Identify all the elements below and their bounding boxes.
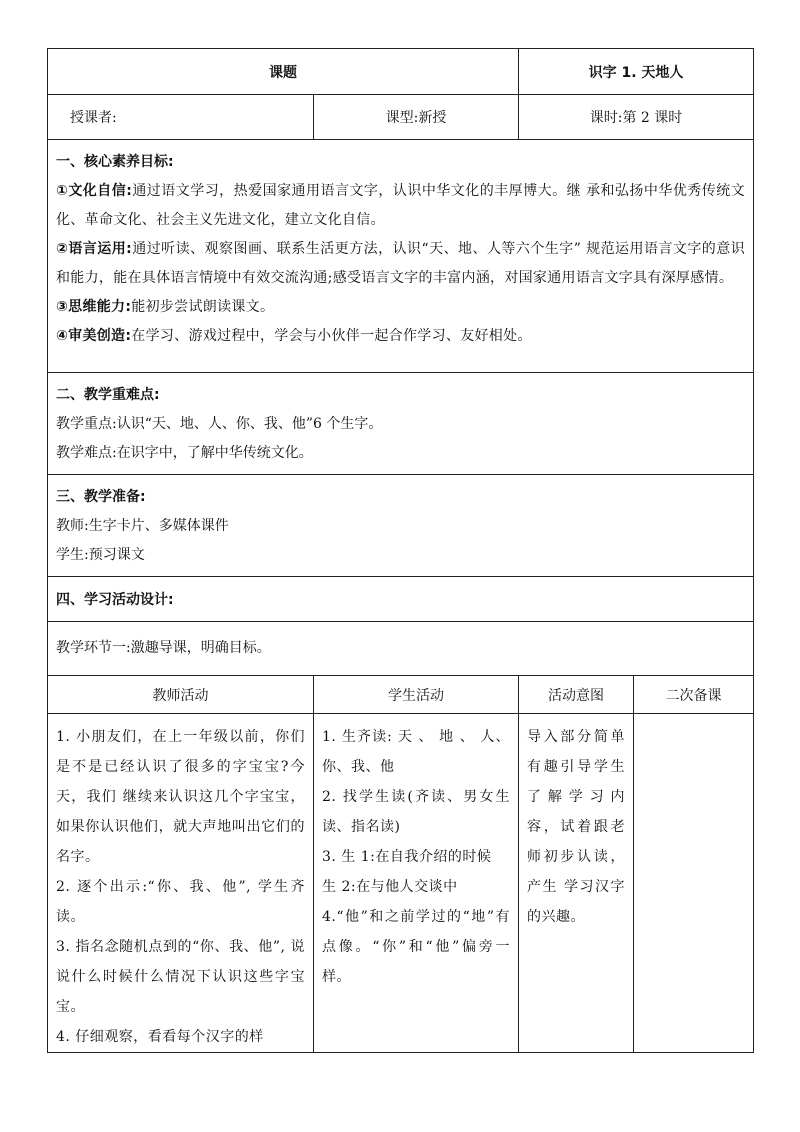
topic-value: 识字 1. 天地人: [519, 49, 754, 95]
col-activity-intent: 活动意图: [519, 676, 634, 714]
col-second-prep: 二次备课: [634, 676, 754, 714]
second-prep-cell: [634, 714, 754, 1053]
teacher-activity-item: 1. 小朋友们，在上一年级以前，你们是不是已经认识了很多的字宝宝?今天，我们 继续来认识这几个字宝宝，如果你认识他们，就大声地叫出它们的名字。: [56, 729, 305, 865]
preparation-section: [48, 475, 754, 577]
lesson-type-cell: 课型:新授: [314, 95, 519, 140]
teacher-activity-item: 2. 逐个出示:“你、我、他”, 学生齐读。: [56, 879, 305, 925]
teacher-cell: 授课者:: [48, 95, 314, 140]
second-prep-text: [634, 714, 753, 722]
goal-item: ①文化自信:通过语文学习，热爱国家通用语言文字，认识中华文化的丰厚博大。继 承和弘扬中华优秀传统文化、革命文化、社会主义先进文化，建立文化自信。: [56, 183, 746, 228]
topic-label: 课题: [48, 49, 519, 95]
goal-item: ④审美创造:在学习、游戏过程中，学会与小伙伴一起合作学习、友好相处。: [56, 328, 532, 344]
goal-item: ②语言运用:通过听读、观察图画、联系生活更方法，认识“天、地、人等六个生字” 规范运用语言文字的意识和能力，能在具体语言情境中有效交流沟通;感受语言文字的丰富内涵，对国家通用语言文字具有深厚感情。: [56, 241, 746, 286]
col-student-activity: 学生活动: [314, 676, 519, 714]
student-activity-item: 3. 生 1:在自我介绍的时候: [322, 849, 492, 865]
core-goals-title: 一、核心素养目标:: [56, 154, 174, 170]
lesson-plan-table: [47, 48, 754, 1053]
key-point-line: 教学重点:认识“天、地、人、你、我、他”6 个生字。: [56, 416, 383, 432]
goal-item: ③思维能力:能初步尝试朗读课文。: [56, 299, 275, 315]
teaching-step-row: [48, 622, 754, 676]
student-activity-item: 2. 找学生读(齐读、男女生读、指名读): [322, 789, 511, 835]
period-cell: 课时:第 2 课时: [519, 95, 754, 140]
student-activity-item: 4.“他”和之前学过的“地”有点像。“你”和“他”偏旁一样。: [322, 909, 511, 985]
col-teacher-activity: 教师活动: [48, 676, 314, 714]
key-difficult-title: 二、教学重难点:: [56, 387, 160, 403]
student-activity-item: 生 2:在与他人交谈中: [322, 879, 458, 895]
student-activity-item: 1. 生齐读: 天 、 地 、 人、你、我、他: [322, 729, 511, 775]
core-goals-section: [48, 140, 754, 373]
lesson-plan-page: [47, 48, 753, 1053]
teaching-step-text: 教学环节一:激趣导课，明确目标。: [56, 639, 271, 656]
activity-intent-cell: [519, 714, 634, 1053]
difficult-point-line: 教学难点:在识字中，了解中华传统文化。: [56, 445, 313, 461]
student-activity-cell: [314, 714, 519, 1053]
activity-design-section: [48, 577, 754, 622]
activity-intent-text: 导入部分简单有趣引导学生了解学习内容，试着跟老师初步认读，产生 学习汉字的兴趣。: [527, 729, 626, 925]
teacher-activity-item: 4. 仔细观察，看看每个汉字的样: [56, 1029, 264, 1045]
teacher-activity-item: 3. 指名念随机点到的“你、我、他”, 说说什么时候什么情况下认识这些字宝宝。: [56, 939, 305, 1015]
student-prep-line: 学生:预习课文: [56, 547, 145, 563]
activity-design-title: 四、学习活动设计:: [56, 592, 174, 608]
teacher-prep-line: 教师:生字卡片、多媒体课件: [56, 518, 229, 534]
teacher-activity-cell: [48, 714, 314, 1053]
key-difficult-section: [48, 373, 754, 475]
preparation-title: 三、教学准备:: [56, 489, 146, 505]
